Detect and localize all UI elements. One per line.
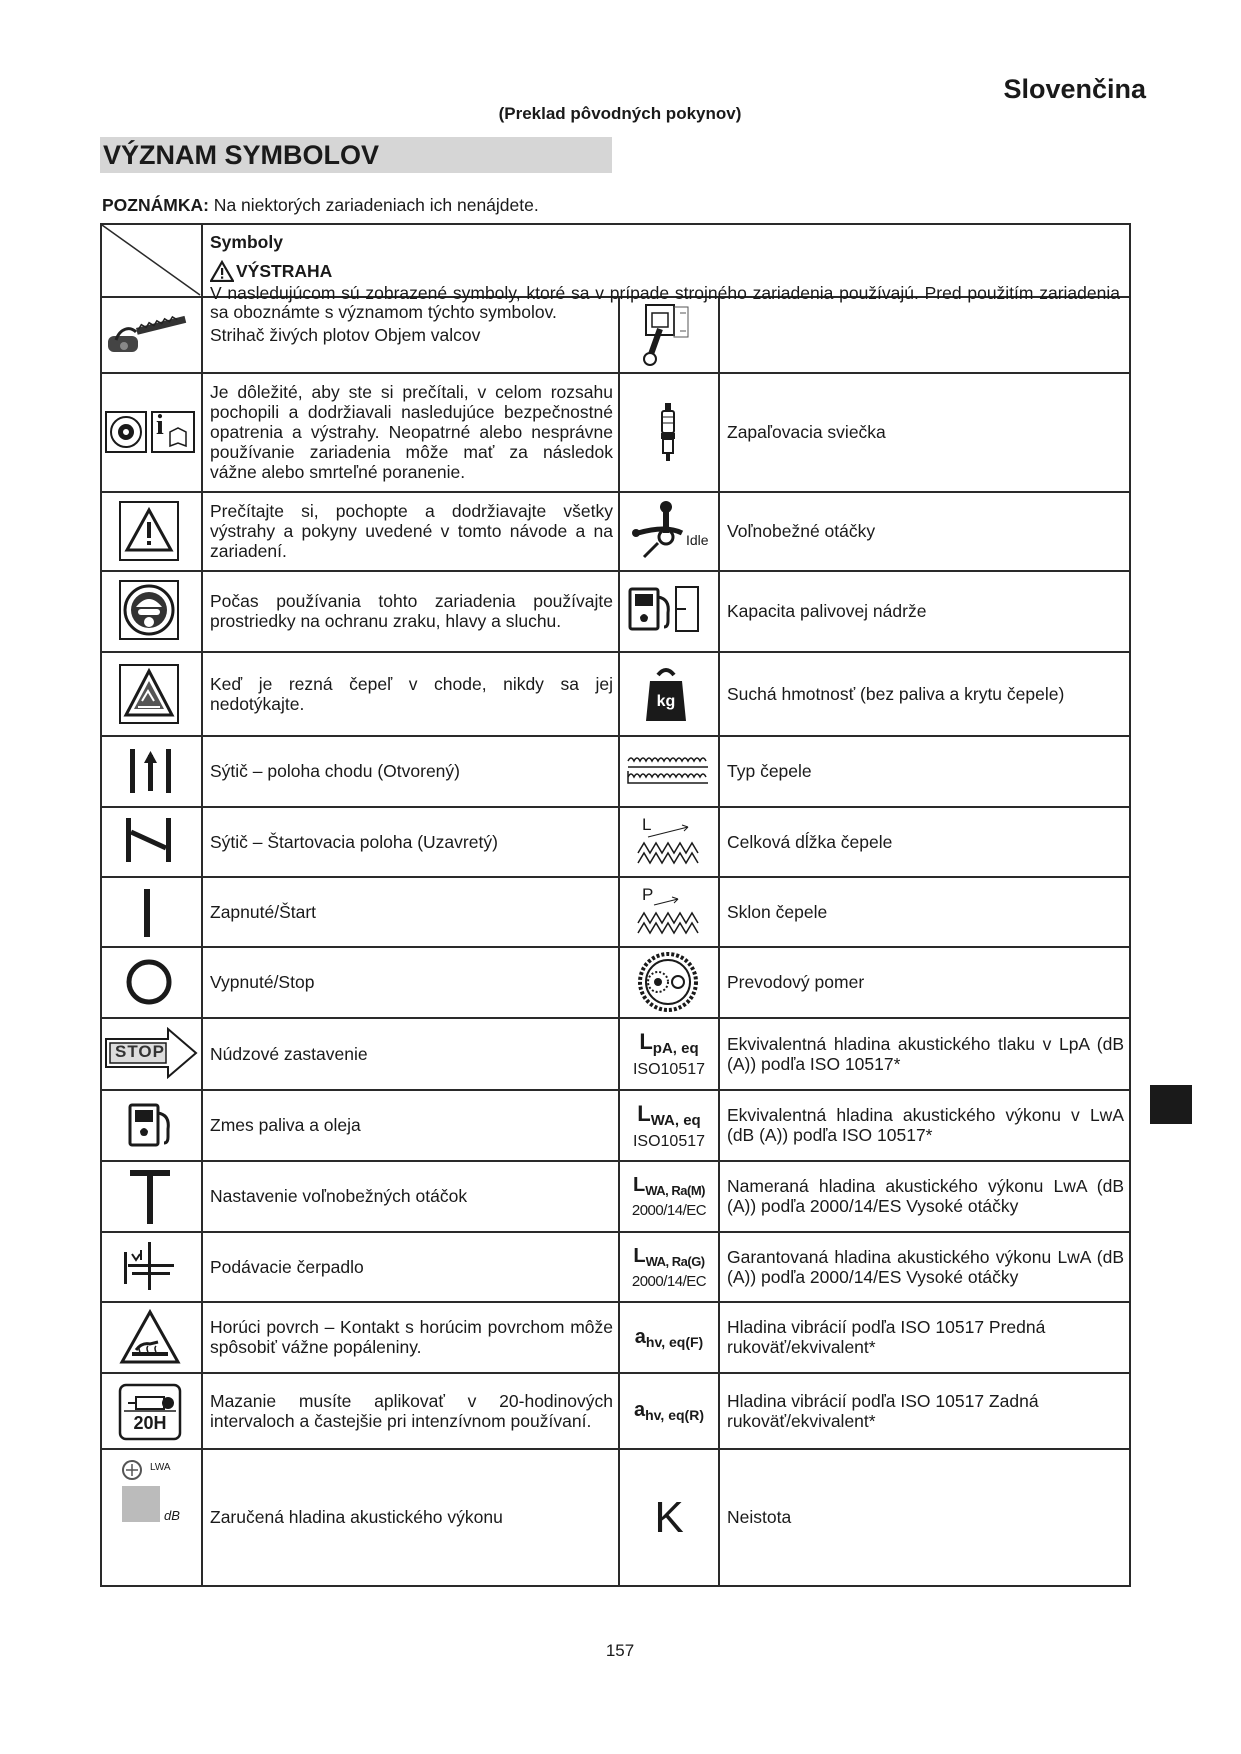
lwag-main: L [633,1244,646,1267]
blade-pitch-letter: P [642,885,654,904]
right-row-text: Zapaľovacia sviečka [727,422,886,442]
lwam-sub: WA, Ra(M) [645,1183,705,1198]
right-row-text: Voľnobežné otáčky [727,521,876,541]
page-number: 157 [605,1641,635,1660]
right-row-text: Hladina vibrácií podľa ISO 10517 Predná rukoväť/ekvivalent* [727,1317,1046,1357]
symbols-table [100,223,1131,1587]
right-row-text: Prevodový pomer [727,972,865,992]
idle-label: Idle [686,532,709,548]
table-header-title: Symboly [210,232,283,252]
left-row-text: Strihač živých plotov Objem valcov [210,324,481,345]
read-manual-icon [104,408,198,454]
measured-sound-power-symbol [620,1162,718,1231]
warning-triangle-icon [118,500,180,562]
gear-ratio-icon [628,951,708,1013]
right-row-text: Ekvivalentná hladina akustického tlaku v LpA (dB (A)) podľa ISO 10517* [727,1033,1124,1074]
vibration-rear-symbol [620,1374,718,1448]
left-row-text: Horúci povrch – Kontakt s horúcim povrchom môže spôsobiť vážne popáleniny. [210,1317,613,1357]
idle-speed-icon [628,497,709,563]
choke-closed-icon [124,812,176,868]
right-row-text: Hladina vibrácií podľa ISO 10517 Zadná rukoväť/ekvivalent* [727,1390,1039,1431]
lwam-main: L [633,1174,646,1196]
on-start-icon [141,885,153,939]
lwa-sub: WA, eq [650,1111,701,1129]
lwa-std: ISO10517 [632,1132,706,1150]
stop-label: STOP [115,1042,165,1061]
blade-length-icon [626,813,716,873]
sound-pressure-symbol [620,1019,718,1089]
right-row-text: Celková dĺžka čepele [727,831,893,852]
lwag-sub: WA, Ra(G) [645,1253,705,1269]
guaranteed-sound-power-symbol [620,1233,718,1301]
right-row-text: Sklon čepele [727,901,828,922]
left-row-text: Zmes paliva a oleja [210,1115,361,1135]
ahv-f-sub: hv, eq(F) [645,1333,704,1350]
blade-pitch-icon [626,883,716,943]
guaranteed-sound-level-icon [118,1458,184,1530]
info-letter: i [156,410,164,441]
right-row-text: Ekvivalentná hladina akustického výkonu v LwA (dB (A)) podľa ISO 10517* [727,1105,1124,1145]
section-title: VÝZNAM SYMBOLOV [103,140,380,170]
side-tab-marker [1150,1085,1192,1124]
emergency-stop-icon [102,1027,200,1079]
k-symbol: K [654,1492,684,1542]
right-row-text: Nameraná hladina akustického výkonu LwA (dB (A)) podľa 2000/14/ES Vysoké otáčky [727,1176,1124,1216]
blade-hazard-icon [118,663,180,725]
lwa-label: LWA [150,1462,171,1473]
left-row-text: Počas používania tohto zariadenia používajte prostriedky na ochranu zraku, hlavy a sluchu. [210,591,613,631]
lubrication-interval-icon [118,1383,182,1441]
right-row-text: Kapacita palivovej nádrže [727,601,927,621]
lwa-main: L [637,1100,651,1126]
left-row-text: Zaručená hladina akustického výkonu [210,1507,503,1527]
left-row-text: Mazanie musíte aplikovať v 20-hodinových intervaloch a častejšie pri intenzívnom používaní. [210,1390,613,1431]
sound-power-symbol [620,1091,718,1160]
left-row-text: Keď je rezná čepeľ v chode, nikdy sa jej nedotýkajte. [210,673,613,714]
warning-text: V nasledujúcom sú zobrazené symboly, ktoré sa v prípade strojného zariadenia používajú. Pred použitím zariadenia sa oboznámte s významom týchto symbolov. [210,283,1120,322]
protective-equipment-icon [118,579,180,641]
left-row-text: Vypnuté/Stop [210,972,315,992]
lpa-sub: pA, eq [652,1040,699,1057]
cylinder-displacement-icon [640,303,696,369]
right-row-text: Typ čepele [727,761,812,781]
ahv-f-main: a [634,1325,646,1348]
left-row-text: Sýtič – poloha chodu (Otvorený) [210,761,460,781]
header-diagonal [100,223,201,296]
lpa-main: L [639,1029,653,1054]
left-row-text: Sýtič – Štartovacia poloha (Uzavretý) [210,831,498,852]
lpa-std: ISO10517 [632,1061,706,1078]
blade-length-letter: L [642,815,652,834]
lubrication-label: 20H [133,1413,167,1433]
left-row-text: Nastavenie voľnobežných otáčok [210,1186,468,1206]
lwam-std: 2000/14/EC [631,1202,707,1219]
primer-pump-icon [122,1238,178,1294]
right-row-text: Garantovaná hladina akustického výkonu LwA (dB (A)) podľa 2000/14/ES Vysoké otáčky [727,1246,1124,1287]
kg-label: kg [656,693,676,710]
blade-type-icon [624,751,714,791]
language-label: Slovenčina [1003,74,1146,104]
right-row-text: Neistota [727,1507,792,1527]
note-label: POZNÁMKA: [102,195,209,215]
fuel-tank-capacity-icon [628,583,708,639]
note-text: Na niektorých zariadeniach ich nenájdete. [208,195,539,215]
right-row-text [727,297,1124,372]
left-row-text: Je dôležité, aby ste si prečítali, v celom rozsahu pochopili a dodržiavali nasledujúce bezpečnostné opatrenia a výstrahy. Neopatrné alebo nesprávne používanie zariadenia môže mať za následok vážne alebo smrteľné poranenie. [210,382,613,482]
uncertainty-symbol [620,1450,718,1585]
hedge-trimmer-icon [102,306,200,362]
translation-subtitle: (Preklad pôvodných pokynov) [498,104,742,123]
left-row-text: Núdzové zastavenie [210,1043,368,1064]
vibration-front-symbol [620,1303,718,1372]
ahv-r-sub: hv, eq(R) [645,1407,704,1423]
fuel-oil-mix-icon [128,1099,176,1149]
warning-triangle-icon [210,260,234,282]
db-label: dB [164,1508,180,1523]
right-row-text: Suchá hmotnosť (bez paliva a krytu čepele) [727,683,1065,704]
choke-open-icon [128,743,176,799]
spark-plug-icon [658,403,678,463]
dry-weight-icon [644,663,688,725]
warning-label: VÝSTRAHA [236,261,333,281]
lwag-std: 2000/14/EC [631,1272,707,1290]
ahv-r-main: a [634,1399,646,1421]
left-row-text: Prečítajte si, pochopte a dodržiavajte všetky výstrahy a pokyny uvedené v tomto návode a na zariadení. [210,501,613,561]
idle-adjust-icon [128,1168,172,1226]
hot-surface-icon [118,1308,182,1366]
left-row-text: Zapnuté/Štart [210,901,317,922]
off-stop-icon [124,957,174,1007]
note [102,195,539,216]
left-row-text: Podávacie čerpadlo [210,1256,364,1277]
warning-heading [210,260,332,282]
